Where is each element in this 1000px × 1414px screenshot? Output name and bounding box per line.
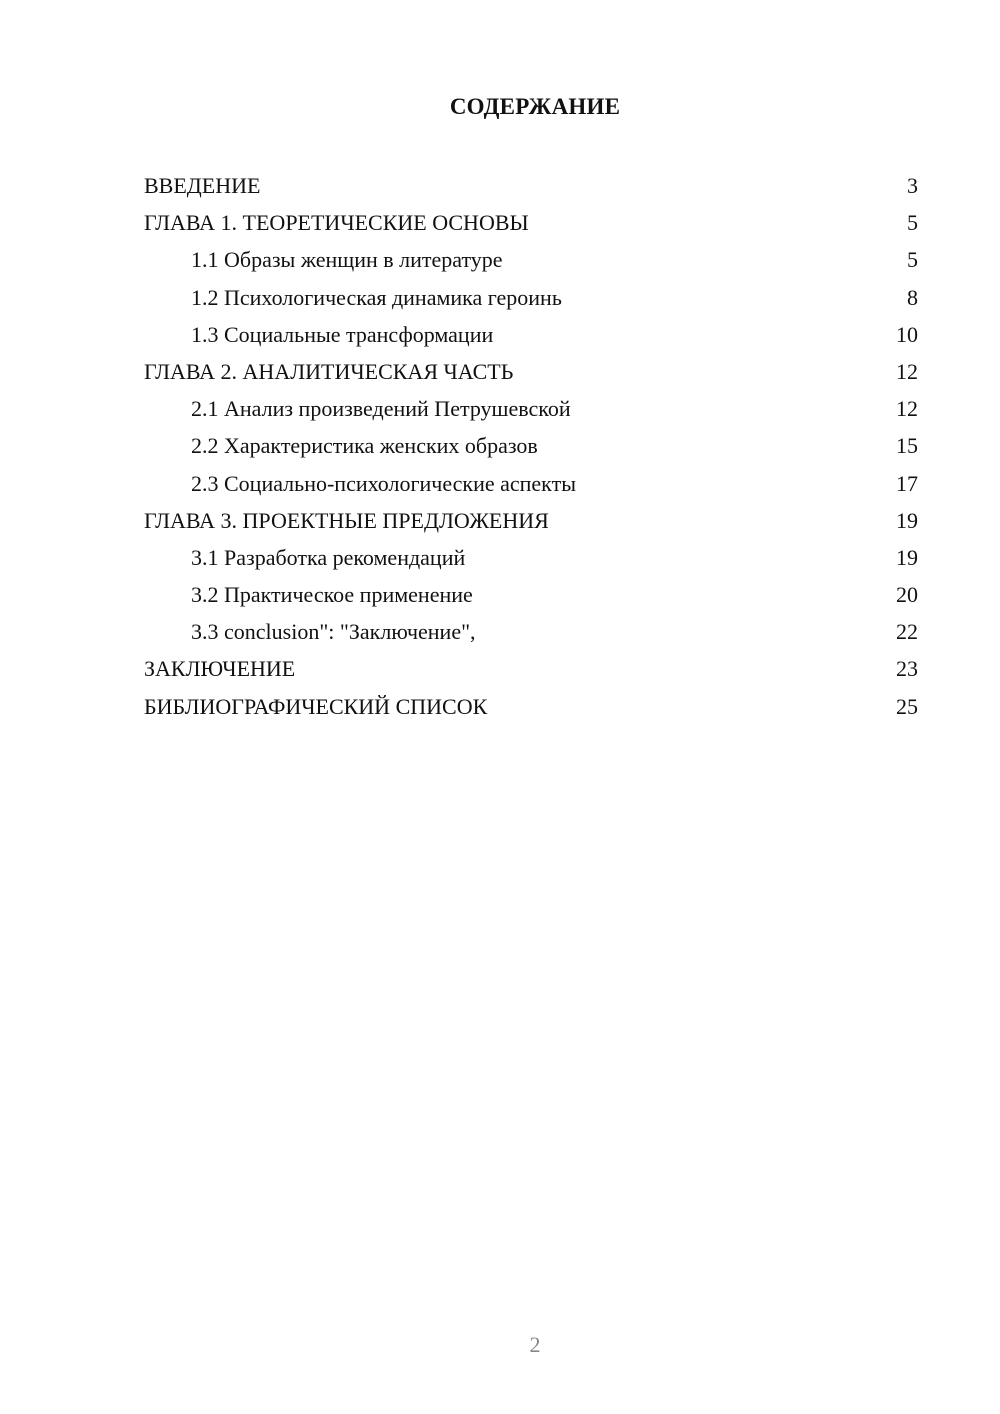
- toc-entry-page: 8: [907, 284, 918, 310]
- page-number: 2: [529, 1332, 541, 1357]
- toc-entry-label: 3.1 Разработка рекомендаций: [191, 544, 466, 570]
- toc-entry-label: БИБЛИОГРАФИЧЕСКИЙ СПИСОК: [144, 693, 488, 719]
- toc-subentry[interactable]: [144, 576, 918, 613]
- toc-entry-label: 3.3 conclusion": "Заключение",: [191, 619, 476, 645]
- toc-entry-label: ГЛАВА 2. АНАЛИТИЧЕСКАЯ ЧАСТЬ: [144, 358, 514, 384]
- toc-entry-page: 20: [896, 582, 918, 608]
- toc-entry-page: 17: [896, 470, 918, 496]
- toc-entry-page: 12: [896, 358, 918, 384]
- toc-subentry[interactable]: [144, 613, 918, 650]
- toc-entry-label: 2.1 Анализ произведений Петрушевской: [191, 396, 571, 422]
- toc-entry-label: ГЛАВА 1. ТЕОРЕТИЧЕСКИЕ ОСНОВЫ: [144, 210, 529, 236]
- toc-entry-page: 15: [896, 433, 918, 459]
- table-of-contents: [144, 167, 918, 725]
- toc-subentry[interactable]: [144, 241, 918, 278]
- toc-entry-label: 2.3 Социально-психологические аспекты: [191, 470, 576, 496]
- toc-entry-page: 5: [907, 247, 918, 273]
- toc-entry-label: 1.2 Психологическая динамика героинь: [191, 284, 562, 310]
- toc-entry[interactable]: [144, 167, 918, 204]
- toc-entry-label: ЗАКЛЮЧЕНИЕ: [144, 656, 296, 682]
- toc-entry-page: 19: [896, 507, 918, 533]
- toc-entry-label: 2.2 Характеристика женских образов: [191, 433, 538, 459]
- toc-subentry[interactable]: [144, 390, 918, 427]
- page-title: СОДЕРЖАНИЕ: [449, 94, 621, 119]
- toc-entry-page: 3: [907, 173, 918, 198]
- toc-entry-page: 12: [896, 396, 918, 422]
- toc-entry-page: 19: [896, 544, 918, 570]
- toc-entry-page: 5: [907, 210, 918, 236]
- toc-entry[interactable]: [144, 204, 918, 241]
- toc-entry[interactable]: [144, 650, 918, 687]
- toc-entry-label: 1.3 Социальные трансформации: [191, 321, 494, 347]
- toc-entry[interactable]: [144, 688, 918, 725]
- toc-entry-page: 23: [896, 656, 918, 682]
- toc-subentry[interactable]: [144, 465, 918, 502]
- toc-entry-label: ВВЕДЕНИЕ: [144, 173, 261, 198]
- toc-entry-page: 25: [896, 693, 918, 719]
- toc-entry-label: 3.2 Практическое применение: [191, 582, 473, 608]
- toc-subentry[interactable]: [144, 427, 918, 464]
- toc-entry-page: 22: [896, 619, 918, 645]
- toc-entry[interactable]: [144, 353, 918, 390]
- toc-subentry[interactable]: [144, 539, 918, 576]
- toc-subentry[interactable]: [144, 316, 918, 353]
- toc-entry[interactable]: [144, 502, 918, 539]
- toc-entry-label: ГЛАВА 3. ПРОЕКТНЫЕ ПРЕДЛОЖЕНИЯ: [144, 507, 549, 533]
- toc-entry-label: 1.1 Образы женщин в литературе: [191, 247, 503, 273]
- toc-entry-page: 10: [896, 321, 918, 347]
- toc-subentry[interactable]: [144, 279, 918, 316]
